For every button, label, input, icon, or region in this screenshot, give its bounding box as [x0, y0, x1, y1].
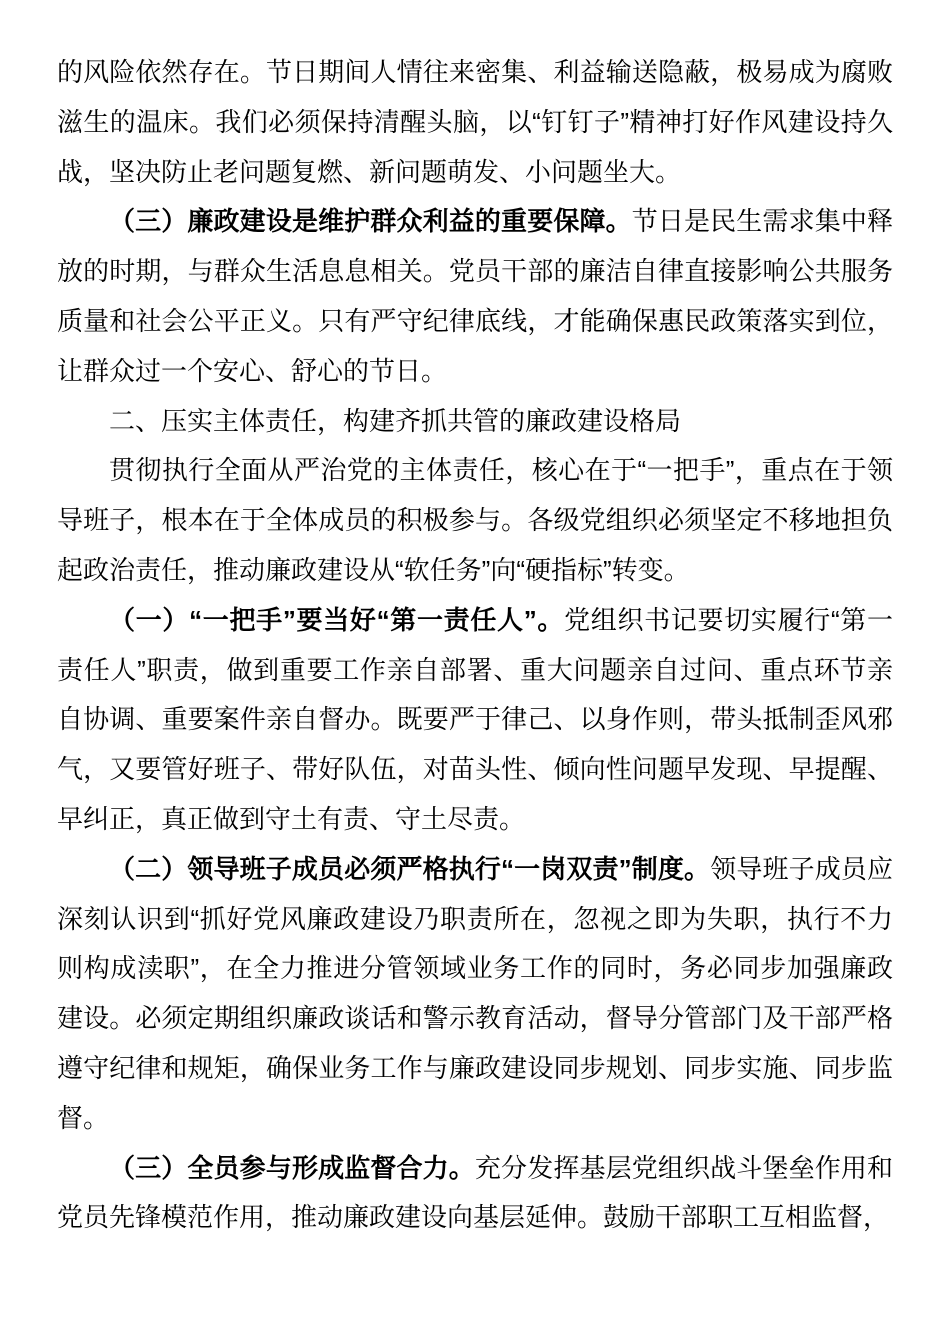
bold-text-run: （三）全员参与形成监督合力。 [109, 1152, 475, 1183]
text-run: 充分发挥基层党组织战斗堡垒作用和党员先锋模范作用，推动廉政建设向基层延伸。鼓励干部职工互相监督， [57, 1152, 893, 1233]
text-run: 贯彻执行全面从严治党的主体责任，核心在于“一把手”，重点在于领导班子，根本在于全体成员的积极参与。各级党组织必须坚定不移地担负起政治责任，推动廉政建设从“软任务”向“硬指标”转变。 [57, 455, 893, 585]
bold-text-run: （三）廉政建设是维护群众利益的重要保障。 [109, 206, 632, 237]
text-run: 领导班子成员应深刻认识到“抓好党风廉政建设乃职责所在，忽视之即为失职，执行不力则构成渎职”，在全力推进分管领域业务工作的同时，务必同步加强廉政建设。必须定期组织廉政谈话和警示教育活动，督导分管部门及干部严格遵守纪律和规矩，确保业务工作与廉政建设同步规划、同步实施、同步监督。 [57, 853, 893, 1133]
bold-text-run: （一）“一把手”要当好“第一责任人”。 [109, 604, 565, 635]
text-run: 节日是民生需求集中释放的时期，与群众生活息息相关。党员干部的廉洁自律直接影响公共服务质量和社会公平正义。只有严守纪律底线，才能确保惠民政策落实到位，让群众过一个安心、舒心的节日。 [57, 206, 893, 386]
paragraph-implement-responsibility [57, 446, 893, 595]
paragraph-point-two-dual-duty [57, 845, 893, 1144]
paragraph-point-three-supervision [57, 1144, 893, 1244]
paragraph-continuation-risk [57, 48, 893, 197]
document-body [57, 48, 893, 1243]
text-run: 二、压实主体责任，构建齐抓共管的廉政建设格局 [109, 405, 682, 436]
paragraph-point-three-livelihood [57, 197, 893, 396]
bold-text-run: （二）领导班子成员必须严格执行“一岗双责”制度。 [109, 853, 711, 884]
text-run: 党组织书记要切实履行“第一责任人”职责，做到重要工作亲自部署、重大问题亲自过问、重点环节亲自协调、重要案件亲自督办。既要严于律己、以身作则，带头抵制歪风邪气，又要管好班子、带好队伍，对苗头性、倾向性问题早发现、早提醒、早纠正，真正做到守土有责、守土尽责。 [57, 604, 893, 834]
paragraph-point-one-first-responsible [57, 596, 893, 845]
text-run: 的风险依然存在。节日期间人情往来密集、利益输送隐蔽，极易成为腐败滋生的温床。我们必须保持清醒头脑，以“钉钉子”精神打好作风建设持久战，坚决防止老问题复燃、新问题萌发、小问题坐大。 [57, 57, 893, 187]
section-heading-two [57, 397, 893, 447]
